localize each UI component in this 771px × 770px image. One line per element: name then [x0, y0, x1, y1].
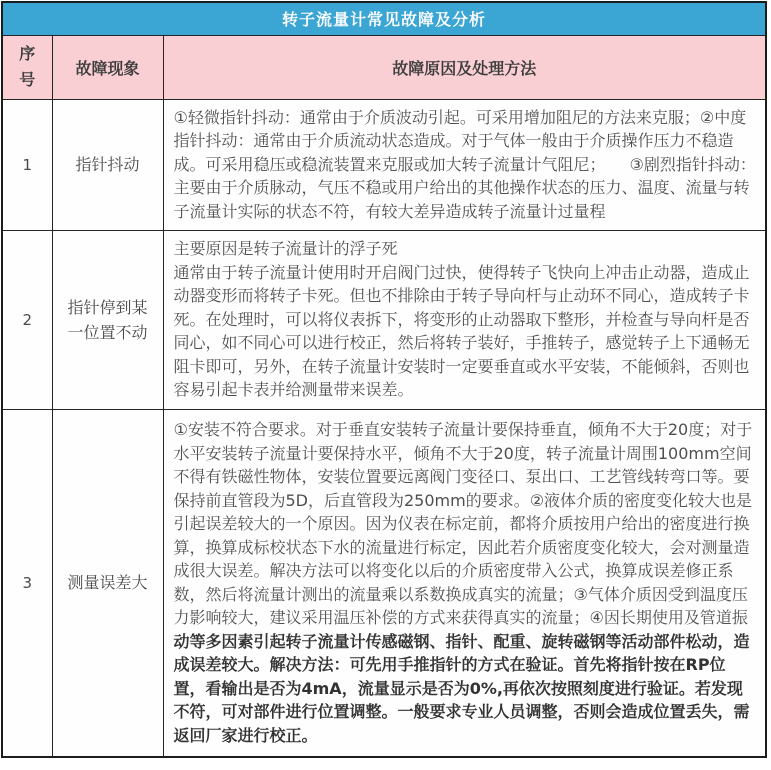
row-3-cause-cell	[163, 409, 766, 757]
row-2-cause-text-line1: 主要原因是转子流量计的浮子死	[173, 239, 398, 259]
column-header-no-label: 序号	[19, 44, 36, 89]
table-row-1	[2, 99, 766, 230]
row-3-number: 3	[2, 409, 52, 757]
fault-analysis-table	[1, 1, 767, 758]
row-3-phenomenon: 测量误差大	[52, 409, 163, 757]
row-2-number: 2	[2, 230, 52, 409]
table-title: 转子流量计常见故障及分析	[2, 2, 766, 35]
row-1-number: 1	[2, 99, 52, 230]
row-2-cause-cell	[163, 230, 766, 409]
row-1-phenomenon: 指针抖动	[52, 99, 163, 230]
table-row-3	[2, 409, 766, 757]
row-2-cause-text-body: 通常由于转子流量计使用时开启阀门过快，使得转子飞快向上冲击止动器，造成止动器变形而将转子卡死。但也不排除由于转子导向杆与止动环不同心，造成转子卡死。在处理时，可以将仪表拆下，将变形的止动器取下整形，并检查与导向杆是否同心，如不同心可以进行校正，然后将转子装好，手推转子，感觉转子上下通畅无阻卡即可，另外，在转子流量计安装时一定要垂直或水平安装，不能倾斜，否则也容易引起卡表并给测量带来误差。	[173, 262, 750, 400]
row-3-cause-text	[174, 418, 758, 747]
column-header-cause: 故障原因及处理方法	[163, 35, 766, 99]
column-header-no	[2, 35, 52, 99]
row-1-cause-cell	[163, 99, 766, 230]
column-header-phenomenon: 故障现象	[52, 35, 163, 99]
table-row-2	[2, 230, 766, 409]
row-1-cause-text: ①轻微指针抖动：通常由于介质波动引起。可采用增加阻尼的方法来克服；②中度指针抖动：通常由于介质流动状态造成。对于气体一般由于介质操作压力不稳造成。可采用稳压或稳流装置来克服或加大转子流量计气阻尼； ③剧烈指针抖动：主要由于介质脉动，气压不稳或用户给出的其他操作状态的压力、温度、流量与转子流量计实际的状态不符，有较大差异造成转子流量计过量程	[173, 107, 756, 221]
title-row	[2, 2, 766, 35]
document-page	[1, 1, 770, 768]
row-3-cause-text-normal: ①安装不符合要求。对于垂直安装转子流量计要保持垂直，倾角不大于20度；对于水平安装转子流量计要保持水平，倾角不大于20度，转子流量计周围100mm空间不得有铁磁性物体，安装位置要远离阀门变径口、泵出口、工艺管线转弯口等。要保持前直管段为5D，后直管段为250mm的要求。②液体介质的密度变化较大也是引起误差较大的一个原因。因为仪表在标定前，都将介质按用户给出的密度进行换算，换算成标校状态下水的流量进行标定，因此若介质密度变化较大，会对测量造成很大误差。解决方法可以将变化以后的介质密度带入公式，换算成误差修正系数，然后将流量计测出的流量乘以系数换成真实的流量；③气体介质因受到温度压力影响较大，建议采用温压补偿的方式来获得真实的流量；④因长期使用及管道振	[173, 420, 753, 628]
row-3-cause-text-bold: 动等多因素引起转子流量计传感磁钢、指针、配重、旋转磁钢等活动部件松动，造成误差较大。解决方法：可先用手推指针的方式在验证。首先将指针按在RP位置，看输出是否为4mA，流量显示是否为0%,再依次按照刻度进行验证。若发现不符，可对部件进行位置调整。一般要求专业人员调整，否则会造成位置丢失，需返回厂家进行校正。	[173, 631, 750, 745]
row-2-phenomenon: 指针停到某一位置不动	[52, 230, 163, 409]
header-row	[2, 35, 766, 99]
